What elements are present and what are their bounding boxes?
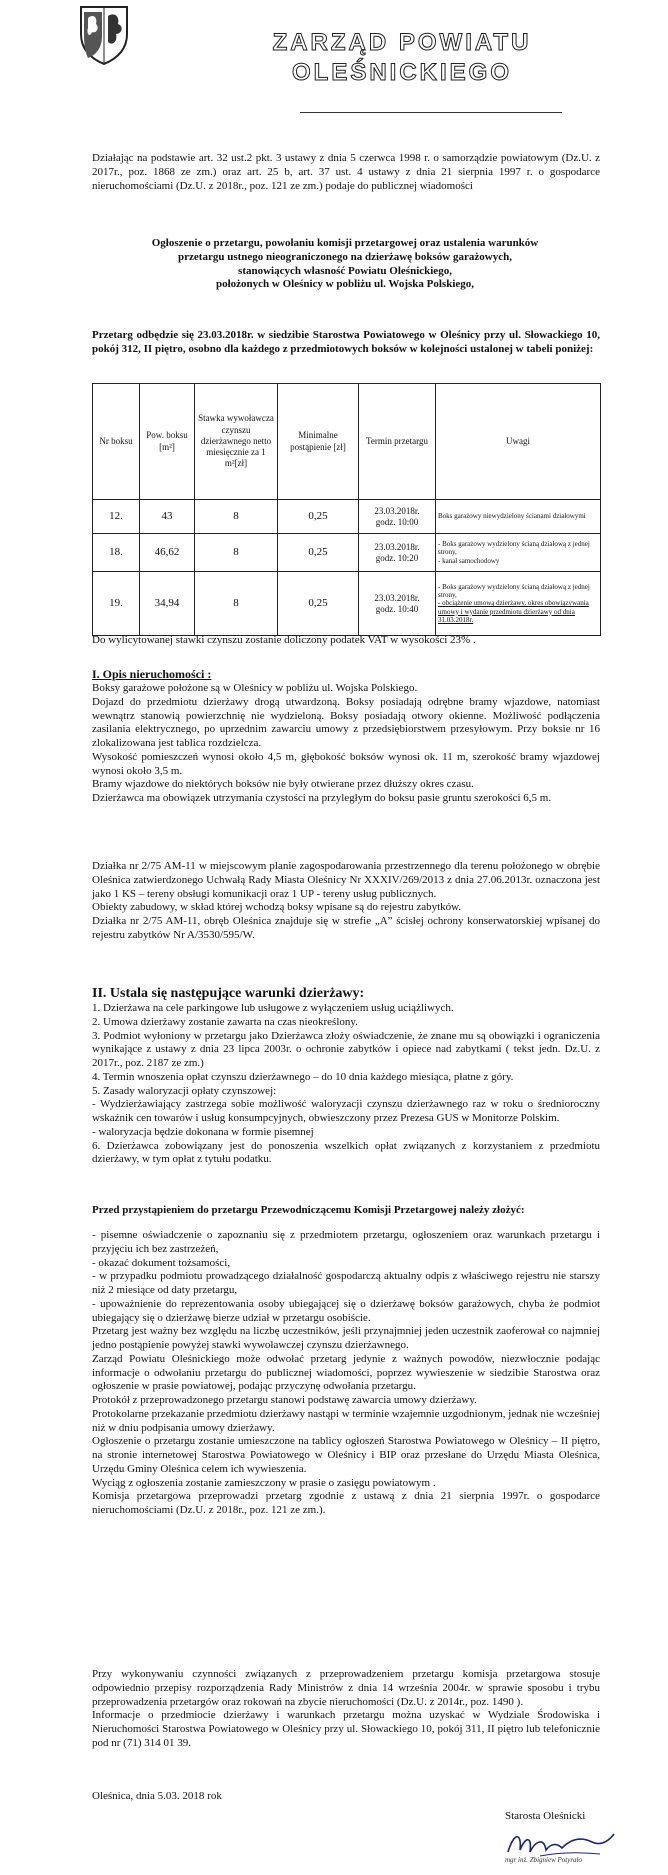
col-header-nr: Nr boksu <box>93 384 140 500</box>
requirement-item: - pisemne oświadczenie o zapoznaniu się z przedmiotem przetargu, ogłoszeniem oraz warunkach przetargu i przyjęciu ich bez zastrzeżeń, <box>92 1229 600 1255</box>
parcel-info <box>92 860 600 943</box>
cell-rate: 8 <box>195 572 278 636</box>
section2-title: II. Ustala się następujące warunki dzierżawy: <box>92 986 365 1001</box>
requirement-item: - okazać dokument tożsamości, <box>92 1256 231 1269</box>
procedure-paragraph: Informacje o przedmiocie dzierżawy i warunkach przetargu można uzyskać w Wydziale Środowiska i Nieruchomości Starostwa Powiatowego w Oleśnicy przy ul. Słowackiego 10, pokój 311, II piętro lub telefonicznie pod nr (71) 314 01 39. <box>92 1709 600 1749</box>
cell-increment: 0,25 <box>278 534 359 572</box>
auction-info: Przetarg odbędzie się 23.03.2018r. w siedzibie Starostwa Powiatowego w Oleśnicy przy ul. Słowackiego 10, pokój 312, II piętro, osobno dla każdego z przedmiotowych boksów w kolejności ustalonej w tabeli poniżej: <box>92 329 600 355</box>
requirement-item: Protokół z przeprowadzonego przetargu stanowi podstawę zawarcia umowy dzierżawy. <box>92 1394 477 1406</box>
official-title: Starosta Oleśnicki <box>505 1810 586 1822</box>
section1-paragraph: Wysokość pomieszczeń wynosi około 4,5 m, głębokość boksów wynosi ok. 11 m, szerokość bramy wjazdowej wynosi około 3,5 m. <box>92 750 600 777</box>
announcement-heading <box>110 237 580 292</box>
signature-name: mgr inż. Zbigniew Potyrało <box>505 1856 583 1864</box>
cell-nr: 18. <box>93 534 140 572</box>
requirement-item: Przetarg jest ważny bez względu na liczbę uczestników, jeśli przynajmniej jeden uczestnik zaoferował co najmniej jedno postąpienie powyżej stawki wywoławczej czynszu dzierżawnego. <box>92 1325 600 1351</box>
heading-line: położonych w Oleśnicy w pobliżu ul. Wojska Polskiego, <box>215 278 475 291</box>
requirement-item: - w przypadku podmiotu prowadzącego działalność gospodarczą aktualny odpis z właściwego rejestru nie starszy niż 2 miesiące od daty przetargu, <box>92 1270 600 1296</box>
section2-body <box>92 1002 600 1167</box>
lease-condition: 5. Zasady waloryzacji opłaty czynszowej: <box>92 1084 277 1097</box>
requirement-item: Komisja przetargowa przeprowadzi przetarg zgodnie z ustawą z dnia 21 sierpnia 1997r. o gospodarce nieruchomościami (Dz.U. z 2018r., poz. 121 ze zm.). <box>92 1490 600 1516</box>
section1-paragraph: Dzierżawca ma obowiązek utrzymania czystości na przyległym do boksu pasie gruntu szerokości 6,5 m. <box>92 792 552 804</box>
lease-condition: 4. Termin wnoszenia opłat czynszu dzierżawnego – do 10 dnia każdego miesiąca, płatne z góry. <box>92 1070 514 1083</box>
cell-remarks <box>436 500 601 534</box>
heading-line: Ogłoszenie o przetargu, powołaniu komisji przetargowej oraz ustalenia warunków <box>151 237 539 249</box>
requirement-item: Wyciąg z ogłoszenia zostanie zamieszczony w prasie o zasięgu powiatowym . <box>92 1476 436 1489</box>
procedure-paragraph: Przy wykonywaniu czynności związanych z przeprowadzeniem przetargu komisja przetargowa stosuje odpowiednio przepisy rozporządzenia Rady Ministrów z dnia 14 września 2004r. w sprawie sposobu i trybu przeprowadzenia przetargów oraz rokowań na zbycie nieruchomości (Dz.U. z 2014r., poz. 1490 ). <box>92 1668 600 1708</box>
header-divider <box>300 112 562 113</box>
requirement-item: Zarząd Powiatu Oleśnickiego może odwołać przetarg jedynie z ważnych powodów, niezwłocznie podając informacje o odwołaniu przetargu do publicznej wiadomości, poprzez wywieszenie w siedzibie Starostwa oraz ogłoszenie w prasie powiatowej, podając przyczynę odwołania przetargu. <box>92 1352 600 1393</box>
table-row <box>93 500 601 534</box>
lease-condition: 2. Umowa dzierżawy zostanie zawarta na czas nieokreślony. <box>92 1015 358 1028</box>
table-row <box>93 572 601 636</box>
col-header-date: Termin przetargu <box>359 384 436 500</box>
section1-paragraph: Boksy garażowe położone są w Oleśnicy w pobliżu ul. Wojska Polskiego. <box>92 682 418 694</box>
cell-area: 34,94 <box>140 572 195 636</box>
procedure-notes <box>92 1668 600 1751</box>
col-header-remarks: Uwagi <box>436 384 601 500</box>
requirement-item: Ogłoszenie o przetargu zostanie umieszczone na tablicy ogłoszeń Starostwa Powiatowego w Oleśnicy – II piętro, na stronie internetowej Starostwa Powiatowego w Oleśnicy i BIP oraz przesłane do Urzędu Miasta Oleśnica, Urzędu Gminy Oleśnica celem ich wywieszenia. <box>92 1435 600 1475</box>
cell-nr: 19. <box>93 572 140 636</box>
requirements-title: Przed przystąpieniem do przetargu Przewodniczącemu Komisji Przetargowej należy złożyć: <box>92 1204 525 1216</box>
lease-condition: 6. Dzierżawca zobowiązany jest do ponoszenia wszelkich opłat związanych z korzystaniem z przedmiotu dzierżawy, w tym opłat z tytułu podatku. <box>92 1139 600 1166</box>
remark-line: - Boks garażowy wydzielony ścianą działową z jednej strony, <box>438 583 590 600</box>
date-text: 23.03.2018r. <box>374 542 420 553</box>
requirement-item: - upoważnienie do reprezentowania osoby ubiegającej się o dzierżawę boksów garażowych, chyba że podmiot ubiegający się o dzierżawę bierze udział w przetargu osobiście. <box>92 1297 600 1324</box>
table-header-row <box>93 384 601 500</box>
cell-increment: 0,25 <box>278 500 359 534</box>
time-text: godz. 10:40 <box>375 603 419 614</box>
remark-line: - obciążenie umową dzierżawy, okres obowiązywania umowy i wydanie przedmiotu dzierżawy od dnia 31.03.2018r. <box>438 599 589 624</box>
remark-line: - Boks garażowy wydzielony ścianą działową z jednej strony, <box>438 540 590 557</box>
parcel-paragraph: Działka nr 2/75 AM-11 w miejscowym planie zagospodarowania przestrzennego dla terenu położonego w obrębie Oleśnica zatwierdzonego Uchwałą Rady Miasta Oleśnicy Nr XXXIV/269/2013 z dnia 27.06.2013r. oznaczona jest jako 1 KS – tereny obsługi komunikacji oraz 1 UP - tereny usług publicznych. <box>92 860 600 900</box>
coat-of-arms-icon <box>78 4 130 66</box>
date-text: 23.03.2018r. <box>374 506 420 517</box>
garage-boxes-table <box>92 383 601 636</box>
col-header-rate: Stawka wywoławcza czynszu dzierżawnego netto miesięcznie za 1 m²[zł] <box>195 384 278 500</box>
cell-remarks <box>436 572 601 636</box>
org-name-line1: ZARZĄD POWIATU <box>272 29 532 56</box>
cell-remarks <box>436 534 601 572</box>
lease-condition: 3. Podmiot wyłoniony w przetargu jako Dzierżawca złoży oświadczenie, że znane mu są obowiązki i ograniczenia wynikające z ustawy z dnia 23 lipca 2003r. o ochronie zabytków i opiece nad zabytkami ( tekst jedn. Dz.U. z 2017r., poz. 2187 ze zm.) <box>92 1029 600 1069</box>
requirements-body <box>92 1229 600 1518</box>
cell-rate: 8 <box>195 500 278 534</box>
table-row <box>93 534 601 572</box>
lease-condition: - waloryzacja będzie dokonana w formie pisemnej <box>92 1125 314 1138</box>
parcel-paragraph: Obiekty zabudowy, w skład której wchodzą boksy wpisane są do rejestru zabytków. <box>92 901 462 914</box>
cell-area: 46,62 <box>140 534 195 572</box>
remark-line: Boks garażowy niewydzielony ścianami działowymi <box>438 512 586 521</box>
parcel-paragraph: Działka nr 2/75 AM-11, obręb Oleśnica znajduje się w strefie „A” ścisłej ochrony konserwatorskiej wpisanej do rejestru zabytków Nr A/3530/595/W. <box>92 915 600 941</box>
time-text: godz. 10:20 <box>375 552 419 563</box>
section1-title: I. Opis nieruchomości : <box>92 667 212 681</box>
heading-line: stanowiących własność Powiatu Oleśnickiego, <box>238 264 452 277</box>
col-header-increment: Minimalne postąpienie [zł] <box>278 384 359 500</box>
remark-line: - kanał samochodowy <box>438 556 500 565</box>
date-line: Oleśnica, dnia 5.03. 2018 rok <box>92 1790 222 1802</box>
org-name-line2: OLEŚNICKIEGO <box>291 59 513 86</box>
cell-increment: 0,25 <box>278 572 359 636</box>
section1-paragraph: Dojazd do przedmiotu dzierżawy drogą utwardzoną. Boksy posiadają odrębne bramy wjazdowe, natomiast wewnątrz stanowią powierzchnię nie wydzieloną. Boksy posiadają otwory okienne. Możliwość podłączenia zasilania elektrycznego, po uprzednim zawarciu umowy z przedsiębiorstwem przesyłowym. Przy boksie nr 16 zlokalizowana jest tablica rozdzielcza. <box>92 695 600 749</box>
cell-date <box>359 572 436 636</box>
cell-rate: 8 <box>195 534 278 572</box>
cell-date <box>359 534 436 572</box>
col-header-area: Pow. boksu [m²] <box>140 384 195 500</box>
vat-note: Do wylicytowanej stawki czynszu zostanie doliczony podatek VAT w wysokości 23% . <box>92 634 476 646</box>
section1-body <box>92 682 600 806</box>
cell-nr: 12. <box>93 500 140 534</box>
cell-area: 43 <box>140 500 195 534</box>
time-text: godz. 10:00 <box>375 516 419 527</box>
cell-date <box>359 500 436 534</box>
heading-line: przetargu ustnego nieograniczonego na dzierżawę boksów garażowych, <box>178 250 512 263</box>
section1-paragraph: Bramy wjazdowe do niektórych boksów nie były otwierane przez dłuższy okres czasu. <box>92 778 474 791</box>
date-text: 23.03.2018r. <box>374 593 420 604</box>
requirement-item: Protokolarne przekazanie przedmiotu dzierżawy nastąpi w terminie wzajemnie uzgodnionym, jednak nie wcześniej niż w dniu podpisania umowy dzierżawy. <box>92 1407 600 1434</box>
lease-condition: - Wydzierżawiający zastrzega sobie możliwość waloryzacji czynszu dzierżawnego raz w roku o średnioroczny wskaźnik cen towarów i usług konsumpcyjnych, obwieszczony przez Prezesa GUS w Monitorze Polskim. <box>92 1098 600 1124</box>
lease-condition: 1. Dzierżawa na cele parkingowe lub usługowe z wyłączeniem usług uciążliwych. <box>92 1002 454 1014</box>
intro-paragraph: Działając na podstawie art. 32 ust.2 pkt. 3 ustawy z dnia 5 czerwca 1998 r. o samorządzie powiatowym (Dz.U. z 2017r., poz. 1868 ze zm.) oraz art. 25 b, art. 37 ust. 4 ustawy z dnia 21 sierpnia 1997 r. o gospodarce nieruchomościami (Dz.U. z 2018r., poz. 121 ze zm.) podaje do publicznej wiadomości <box>92 152 600 192</box>
